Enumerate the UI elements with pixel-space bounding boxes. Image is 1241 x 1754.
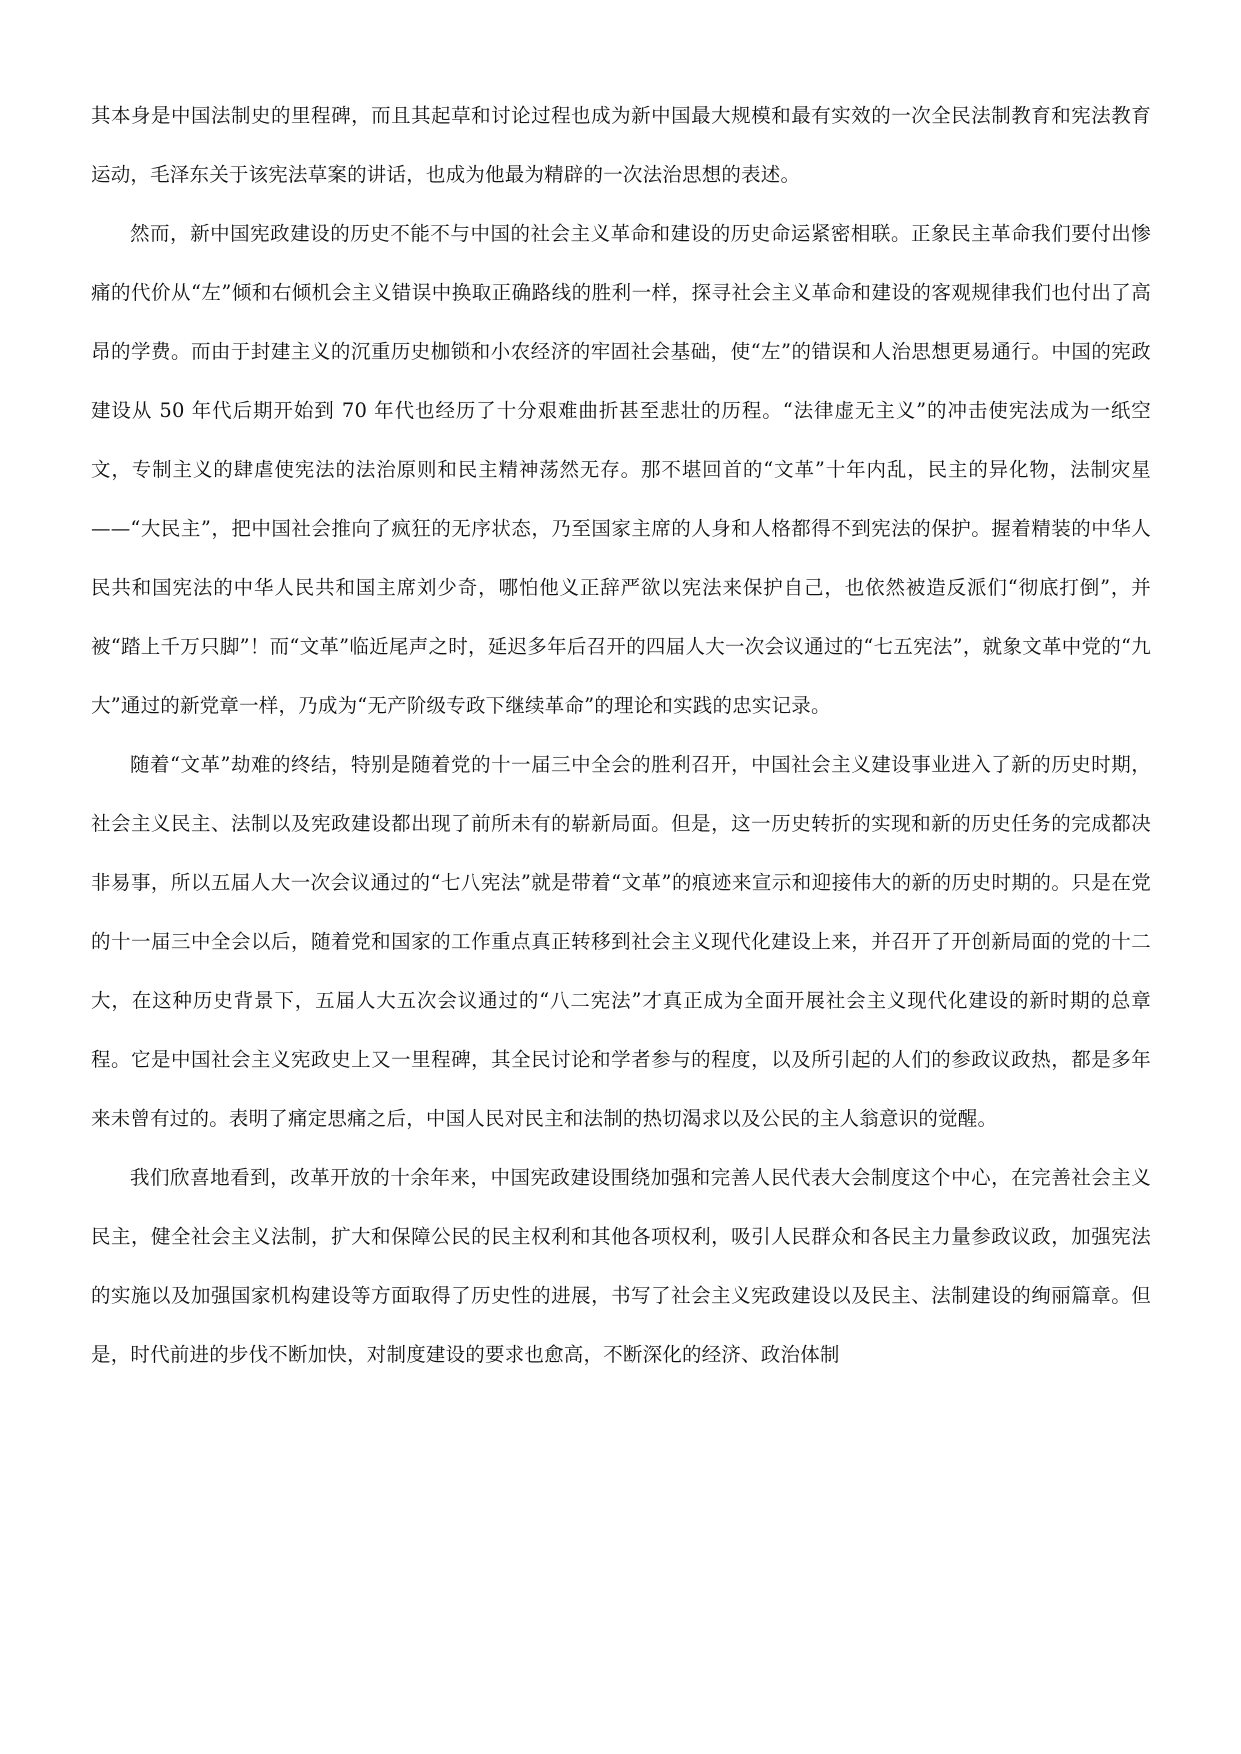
paragraph-4: 我们欣喜地看到，改革开放的十余年来，中国宪政建设围绕加强和完善人民代表大会制度这个中心，在完善社会主义民主，健全社会主义法制，扩大和保障公民的民主权利和其他各项权利，吸引人民群众和各民主力量参政议政，加强宪法的实施以及加强国家机构建设等方面取得了历史性的进展，书写了社会主义宪政建设以及民主、法制建设的绚丽篇章。但是，时代前进的步伐不断加快，对制度建设的要求也愈高，不断深化的经济、政治体制 — [91, 1166, 1151, 1366]
paragraph-3: 随着“文革”劫难的终结，特别是随着党的十一届三中全会的胜利召开，中国社会主义建设事业进入了新的历史时期，社会主义民主、法制以及宪政建设都出现了前所未有的崭新局面。但是，这一历史转折的实现和新的历史任务的完成都决非易事，所以五届人大一次会议通过的“七八宪法”就是带着“文革”的痕迹来宣示和迎接伟大的新的历史时期的。只是在党的十一届三中全会以后，随着党和国家的工作重点真正转移到社会主义现代化建设上来，并召开了开创新局面的党的十二大，在这种历史背景下，五届人大五次会议通过的“八二宪法”才真正成为全面开展社会主义现代化建设的新时期的总章程。它是中国社会主义宪政史上又一里程碑，其全民讨论和学者参与的程度，以及所引起的人们的参政议政热，都是多年来未曾有过的。表明了痛定思痛之后，中国人民对民主和法制的热切渴求以及公民的主人翁意识的觉醒。 — [91, 753, 1151, 1130]
paragraph-2: 然而，新中国宪政建设的历史不能不与中国的社会主义革命和建设的历史命运紧密相联。正象民主革命我们要付出惨痛的代价从“左”倾和右倾机会主义错误中换取正确路线的胜利一样，探寻社会主义革命和建设的客观规律我们也付出了高昂的学费。而由于封建主义的沉重历史枷锁和小农经济的牢固社会基础，使“左”的错误和人治思想更易通行。中国的宪政建设从 50 年代后期开始到 70 年代也经历了十分艰难曲折甚至悲壮的历程。“法律虚无主义”的冲击使宪法成为一纸空文，专制主义的肆虐使宪法的法治原则和民主精神荡然无存。那不堪回首的“文革”十年内乱，民主的异化物，法制灾星——“大民主”，把中国社会推向了疯狂的无序状态，乃至国家主席的人身和人格都得不到宪法的保护。握着精装的中华人民共和国宪法的中华人民共和国主席刘少奇，哪怕他义正辞严欲以宪法来保护自己，也依然被造反派们“彻底打倒”，并被“踏上千万只脚”！而“文革”临近尾声之时，延迟多年后召开的四届人大一次会议通过的“七五宪法”，就象文革中党的“九大”通过的新党章一样，乃成为“无产阶级专政下继续革命”的理论和实践的忠实记录。 — [91, 222, 1151, 717]
paragraph-1: 其本身是中国法制史的里程碑，而且其起草和讨论过程也成为新中国最大规模和最有实效的一次全民法制教育和宪法教育运动，毛泽东关于该宪法草案的讲话，也成为他最为精辟的一次法治思想的表述。 — [91, 104, 1151, 186]
